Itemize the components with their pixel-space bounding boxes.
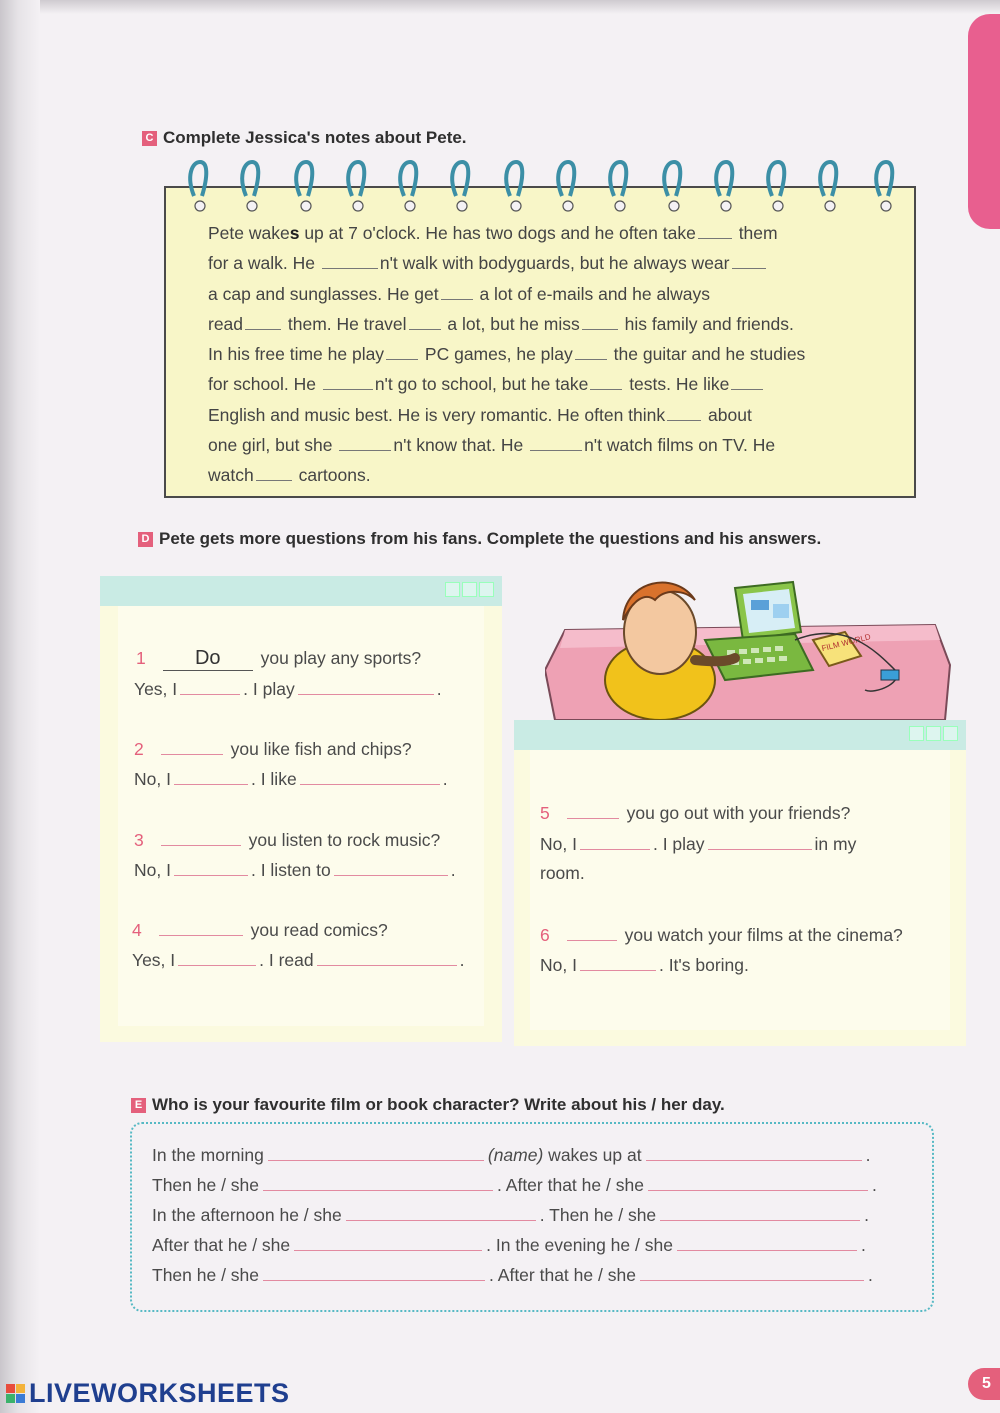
logo-square [6,1394,15,1403]
blank[interactable] [268,1146,484,1161]
blank[interactable] [590,375,622,390]
blank[interactable] [263,1176,493,1191]
blank[interactable] [731,375,763,390]
blank[interactable] [322,254,378,269]
note-line-6: for school. He n't go to school, but he take tests. He like [208,369,888,399]
section-e-title: Who is your favourite film or book character? Write about his / her day. [152,1095,725,1114]
blank[interactable] [159,921,243,936]
window-title-bar [514,720,966,750]
question-3: 3 you listen to rock music? [134,830,441,850]
blank[interactable] [648,1176,868,1191]
blank[interactable] [646,1146,862,1161]
note-line-2: for a walk. He n't walk with bodyguards, but he always wear [208,248,888,278]
blank[interactable] [161,740,223,755]
blank[interactable] [580,956,656,971]
blank[interactable] [174,770,248,785]
blank[interactable] [263,1266,485,1281]
minimize-icon[interactable] [445,582,460,597]
section-c-heading [142,128,467,148]
section-e-badge: E [131,1098,146,1113]
note-line-4: read them. He travel a lot, but he miss his family and friends. [208,313,794,334]
blank[interactable] [582,315,618,330]
blank[interactable] [161,831,241,846]
reply-2: No, I . I like . [134,769,448,789]
page-number: 5 [968,1368,1000,1400]
note-line-7: English and music best. He is very romantic. He often think about [208,404,752,425]
note-line-1: Pete wakes up at 7 o'clock. He has two dogs and he often take them [208,223,778,243]
notepad-spiral-rings [180,156,920,216]
blank[interactable] [346,1206,536,1221]
question-1: 1 Do you play any sports? [136,647,422,669]
blank[interactable] [178,951,256,966]
minimize-icon[interactable] [909,726,924,741]
writing-line-2: Then he / she . After that he / she . [152,1175,877,1195]
pete-at-computer-illustration [545,570,955,720]
jessica-notes-text [208,218,888,491]
page-top-shadow [40,0,1000,14]
blank[interactable] [441,285,473,300]
book-spine-shadow [0,0,40,1413]
maximize-icon[interactable] [462,582,477,597]
writing-line-4: After that he / she . In the evening he / she . [152,1235,866,1255]
note-line-5: In his free time he play PC games, he play the guitar and he studies [208,344,806,365]
logo-grid-icon [6,1384,25,1403]
maximize-icon[interactable] [926,726,941,741]
section-d-badge: D [138,532,153,547]
blank[interactable] [667,406,701,421]
window-controls [909,726,958,741]
blank[interactable] [317,951,457,966]
window-controls [445,582,494,597]
close-icon[interactable] [479,582,494,597]
blank[interactable] [567,926,617,941]
reply-3: No, I . I listen to . [134,860,456,880]
writing-line-5: Then he / she . After that he / she . [152,1265,873,1285]
section-d-title: Pete gets more questions from his fans. Complete the questions and his answers. [159,529,822,548]
given-answer-s: s [289,223,300,243]
blank[interactable] [575,345,607,360]
window-title-bar [100,576,502,606]
blank[interactable] [339,436,391,451]
note-line-8: one girl, but she n't know that. He n't watch films on TV. He [208,435,776,456]
logo-square [16,1384,25,1393]
question-4: 4 you read comics? [132,920,388,940]
blank[interactable] [708,835,812,850]
writing-line-1: In the morning (name) wakes up at . [152,1145,871,1165]
question-5: 5 you go out with your friends? [540,803,851,823]
logo-text: LIVEWORKSHEETS [29,1378,290,1408]
page-edge-tab [968,14,1000,229]
blank[interactable] [660,1206,860,1221]
question-2: 2 you like fish and chips? [134,739,412,759]
reply-5: No, I . I play in my [540,834,857,854]
blank[interactable] [294,1236,482,1251]
reply-4: Yes, I . I read . [132,950,465,970]
blank[interactable] [698,224,732,239]
fan-window-left [100,576,502,1042]
logo-square [6,1384,15,1393]
reply-5-cont: room. [540,863,585,883]
window-content [530,750,950,1030]
film-world-magazine-label: FILM WORLD [820,632,872,654]
blank[interactable] [298,680,434,695]
blank[interactable] [245,315,281,330]
blank[interactable] [323,375,373,390]
blank[interactable] [300,770,440,785]
blank[interactable] [174,861,248,876]
blank[interactable] [530,436,582,451]
note-line-9: watch cartoons. [208,465,371,486]
answer-1-field[interactable]: Do [163,647,253,671]
section-c-title: Complete Jessica's notes about Pete. [163,128,467,147]
blank[interactable] [386,345,418,360]
section-d-heading [138,529,821,549]
close-icon[interactable] [943,726,958,741]
blank[interactable] [677,1236,857,1251]
blank[interactable] [334,861,448,876]
liveworksheets-logo[interactable] [6,1378,290,1409]
blank[interactable] [256,466,292,481]
question-6: 6 you watch your films at the cinema? [540,925,903,945]
section-e-heading [131,1095,725,1115]
blank[interactable] [732,254,766,269]
reply-1: Yes, I . I play . [134,679,442,699]
section-c-badge: C [142,131,157,146]
logo-square [16,1394,25,1403]
blank[interactable] [567,804,619,819]
writing-line-3: In the afternoon he / she . Then he / she . [152,1205,870,1225]
blank[interactable] [580,835,650,850]
note-line-3: a cap and sunglasses. He get a lot of e-mails and he always [208,283,710,304]
blank[interactable] [409,315,441,330]
reply-6: No, I . It's boring. [540,955,749,975]
blank[interactable] [640,1266,864,1281]
blank[interactable] [180,680,240,695]
